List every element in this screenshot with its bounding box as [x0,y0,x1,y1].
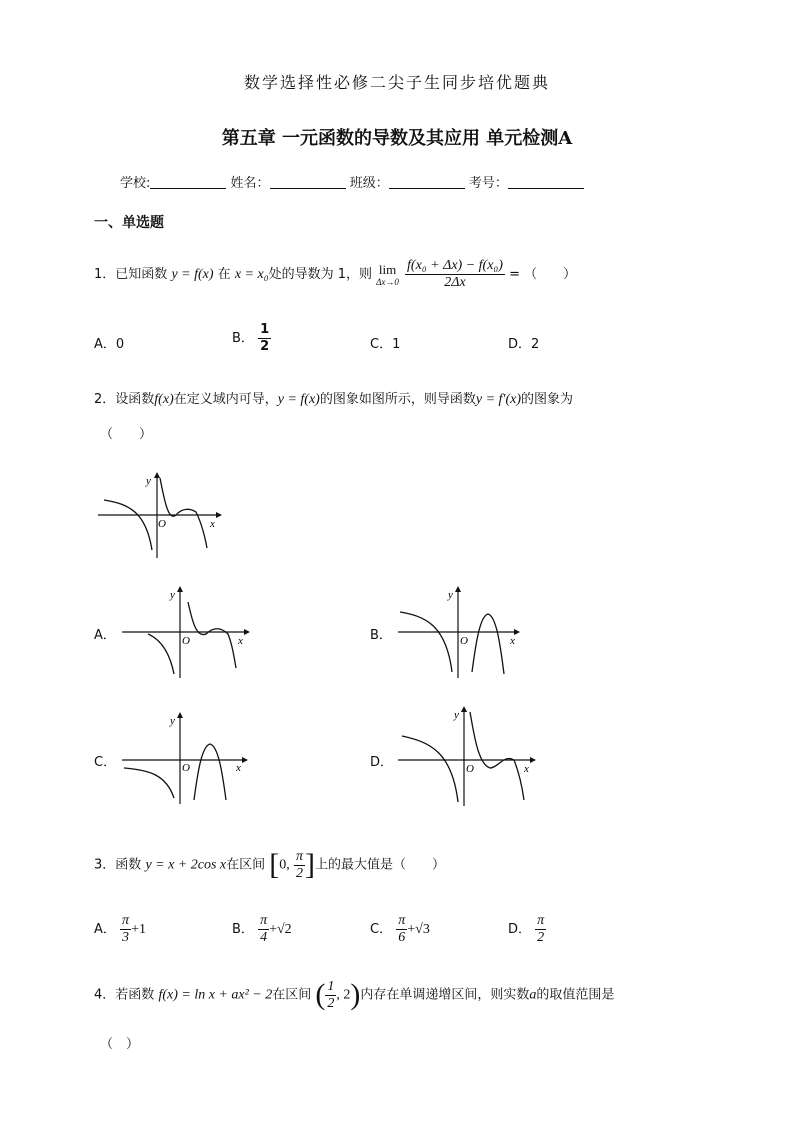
option-rest: +1 [131,922,146,937]
q4-tail1: 内存在单调递增区间，则实数 [360,987,530,1003]
frac-num: π [260,913,268,928]
q2-text-mid1: 在定义域内可导， [173,392,278,407]
school-label: 学校: [120,176,151,191]
option-label: B． [232,922,254,937]
curve-right-branch [194,744,226,800]
option-label: C． [370,922,393,937]
left-paren: ( [315,978,326,1011]
question-1 [94,258,576,291]
name-blank[interactable] [270,175,346,189]
q1-option-c[interactable] [370,333,400,352]
q4-tail2: 的取值范围是 [536,987,615,1003]
q2-option-c-label[interactable]: C． [94,755,117,770]
frac-num: π [295,848,303,864]
section-title: 一、单选题 [94,215,164,231]
option-value: 2 [531,337,540,352]
q2-option-a-label[interactable]: A． [94,628,116,643]
q1-text-at: 在 [217,267,231,282]
q4-number: 4． [94,987,116,1003]
frac-num: π [122,913,130,928]
frac-num: 1 [260,322,270,337]
origin-label: O [182,762,190,774]
option-label: A． [94,337,116,352]
q4-text-mid: 在区间 [272,987,312,1003]
q1-denominator: 2Δx [444,275,466,290]
q1-option-d[interactable] [508,333,539,352]
x-axis-label: x [236,762,241,774]
q2-text-mid2: 的图象如图所示，则导函数 [319,392,476,407]
question-3 [94,848,445,882]
option-rest: +√3 [407,922,430,937]
q4-function: f(x) = ln x + ax² − 2 [158,987,273,1003]
x-arrow-icon [530,757,536,763]
frac-den: 6 [398,930,406,945]
q2-main-graph [94,470,224,560]
option-rest: +√2 [269,922,292,937]
name-label: 姓名： [230,176,270,191]
y-axis-label: y [448,589,453,601]
q2-option-c-graph[interactable] [118,708,253,808]
x-axis-label: x [238,635,243,647]
q3-tail: 上的最大值是（ ） [314,857,445,873]
y-arrow-icon [154,472,160,478]
curve-left-branch [402,736,458,802]
question-2 [94,388,573,408]
q2-text: 设函数 [115,392,155,407]
q2-yfpx: y = f′(x) [475,392,522,407]
q2-option-b-label[interactable]: B． [370,628,392,643]
q1-text: 已知函数 [115,267,168,282]
x-axis-label: x [510,635,515,647]
q1-fraction [405,258,505,291]
frac-den: 3 [122,930,130,945]
y-axis-label: y [170,715,175,727]
q1-number: 1． [94,267,116,282]
curve-right-branch [160,478,207,548]
option-fraction [258,913,269,946]
q1-point: x = x₀ [234,267,269,282]
y-axis-label: y [146,475,151,487]
q3-option-c[interactable] [370,913,430,946]
q1-tail: = （ ） [509,267,577,282]
option-label: C． [370,337,393,352]
curve-left-branch [124,768,174,798]
curve-left-branch [104,500,152,550]
frac-den: 2 [327,995,335,1011]
frac-num: π [537,913,545,928]
q2-option-a-graph[interactable] [118,582,253,682]
frac-num: π [398,913,406,928]
option-label: A． [94,922,116,937]
q2-option-b-graph[interactable] [394,582,524,682]
y-axis-label: y [454,709,459,721]
option-value: 1 [392,337,401,352]
q3-option-d[interactable] [508,913,546,946]
origin-label: O [158,518,166,530]
q1-lim-sub: Δx→0 [376,276,399,287]
q1-option-b[interactable] [232,322,271,355]
origin-label: O [182,635,190,647]
q3-interval-left: 0, [279,857,290,873]
class-blank[interactable] [389,175,465,189]
q1-text-mid: 处的导数为 1，则 [268,267,372,282]
q2-paren: （ ） [100,427,153,442]
frac-den: 2 [260,339,270,354]
x-axis-label: x [524,763,529,775]
q2-number: 2． [94,392,116,407]
q4-paren: （ ） [100,1037,140,1052]
curve-right-branch [472,614,504,674]
option-label: D． [508,337,532,352]
option-fraction [396,913,407,946]
y-axis-label: y [170,589,175,601]
q3-number: 3． [94,857,116,873]
option-fraction [535,913,546,946]
q2-option-d-graph[interactable] [394,702,539,810]
option-label: B． [232,331,254,346]
origin-label: O [460,635,468,647]
option-fraction [120,913,131,946]
curve-right-branch [188,602,236,668]
q4-text: 若函数 [115,987,155,1003]
origin-label: O [466,763,474,775]
x-arrow-icon [216,512,222,518]
exam-no-blank[interactable] [508,175,584,189]
frac-den: 2 [537,930,545,945]
school-blank[interactable] [150,175,226,189]
q3-text-mid: 在区间 [226,857,266,873]
q1-function: y = f(x) [171,267,214,282]
option-value: 0 [115,337,125,352]
x-arrow-icon [244,629,250,635]
exam-no-label: 考号： [468,176,508,191]
class-label: 班级： [349,176,389,191]
curve-left-branch [400,612,452,672]
x-axis-label: x [210,518,215,530]
q2-option-d-label[interactable]: D． [370,755,394,770]
page-title: 第五章 一元函数的导数及其应用 单元检测A [221,128,573,149]
q3-option-a[interactable] [94,913,146,946]
q4-interval-fraction [325,979,336,1012]
y-arrow-icon [455,586,461,592]
q3-function: y = x + 2cos x [145,857,227,873]
left-bracket: [ [269,848,280,881]
curve-right-branch [470,712,524,800]
q4-interval-right: , 2 [336,987,351,1003]
right-bracket: ] [304,848,315,881]
x-arrow-icon [514,629,520,635]
option-fraction [258,322,271,355]
q3-interval-fraction [294,849,305,882]
y-arrow-icon [461,706,467,712]
x-arrow-icon [242,757,248,763]
curve-left-branch [148,634,174,674]
q1-option-a[interactable] [94,333,124,352]
y-arrow-icon [177,586,183,592]
q2-tail: 的图象为 [521,392,574,407]
q3-text: 函数 [115,857,142,873]
q1-limit [376,263,399,287]
frac-num: 1 [327,978,335,994]
student-info-line [120,172,584,191]
q3-option-b[interactable] [232,913,292,946]
right-paren: ) [350,978,361,1011]
frac-den: 4 [260,930,268,945]
q1-numerator: f(x₀ + Δx) − f(x₀) [407,258,503,273]
q1-lim: lim [378,261,397,277]
option-label: D． [508,922,532,937]
q2-fx: f(x) [154,392,174,407]
frac-den: 2 [295,865,303,881]
question-4 [94,978,614,1012]
q2-yfx: y = f(x) [277,392,320,407]
q4-var: a [529,987,537,1003]
y-arrow-icon [177,712,183,718]
series-header: 数学选择性必修二尖子生同步培优题典 [243,73,550,92]
